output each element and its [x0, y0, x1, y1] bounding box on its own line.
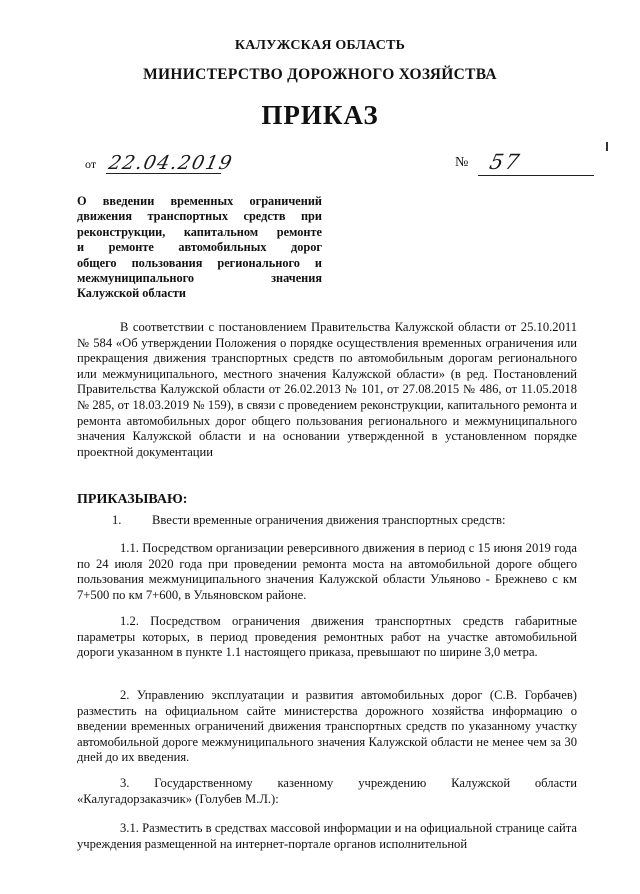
order-subject	[77, 194, 322, 302]
subject-line: движения транспортных средств при	[77, 209, 322, 224]
item-1-1-paragraph: 1.1. Посредством организации реверсивного движения в период с 15 июня 2019 года по 24 июля 2020 года при проведении ремонта моста на автомобильной дороге общего пользования межмуниципального значения Калужской области Ульяново - Брежнево с км 7+500 по км 7+600, в Ульяновском районе.	[77, 541, 577, 602]
date-label: от	[85, 157, 97, 171]
item-2-paragraph: 2. Управлению эксплуатации и развития автомобильных дорог (С.В. Горбачев) разместить на официальном сайте министерства дорожного хозяйства информацию о введении временных ограничений движения транспортных средств по указанному участку автомобильной дороге межмуниципального значения Калужской области не менее чем за 30 дней до их введения.	[77, 688, 577, 765]
subject-line: реконструкции, капитальном ремонте	[77, 224, 322, 239]
region-title: КАЛУЖСКАЯ ОБЛАСТЬ	[234, 38, 406, 53]
item-3-1-paragraph: 3.1. Разместить в средствах массовой информации и на официальной странице сайта учреждения размещенной на интернет-портале органов исполнительной	[77, 821, 577, 851]
ministry-title: МИНИСТЕРСТВО ДОРОЖНОГО ХОЗЯЙСТВА	[143, 66, 497, 83]
margin-mark	[606, 142, 608, 151]
number-underline	[478, 175, 594, 176]
item-1-text: Ввести временные ограничения движения транспортных средств:	[152, 513, 506, 527]
subject-line: О введении временных ограничений	[77, 194, 322, 208]
preamble-paragraph: В соответствии с постановлением Правительства Калужской области от 25.10.2011 № 584 «Об утверждении Положения о порядке осуществления временных ограничения или прекращения движения транспортных средств по автомобильным дорогам регионального или межмуниципального, местного значения Калужской области» (в ред. Постановлений Правительства Калужской области от 26.02.2013 № 101, от 27.08.2015 № 486, от 11.05.2018 № 285, от 18.03.2019 № 159), в связи с проведением реконструкции, капитального ремонта и ремонта автомобильных дорог общего пользования регионального и межмуниципального значения Калужской области и на основании утвержденной в установленном порядке проектной документации	[77, 320, 577, 459]
item-1	[112, 513, 506, 529]
order-heading: ПРИКАЗЫВАЮ:	[77, 492, 188, 507]
item-1-2-paragraph: 1.2. Посредством ограничения движения транспортных средств габаритные параметры которых, в период проведения ремонтных работ на участке автомобильной дороги указанном в пункте 1.1 настоящего приказа, превышают по ширине 3,0 метра.	[77, 614, 577, 660]
document-type-title: ПРИКАЗ	[261, 100, 379, 130]
subject-line: Калужской области	[77, 286, 186, 301]
date-underline	[106, 173, 221, 174]
subject-line: и ремонте автомобильных дорог	[77, 240, 322, 255]
subject-line: общего пользования регионального и	[77, 255, 322, 270]
subject-line: межмуниципального значения	[77, 271, 322, 286]
item-1-number: 1.	[112, 513, 122, 527]
handwritten-date: 22.04.2019	[106, 152, 236, 174]
number-label: №	[455, 155, 469, 170]
item-3-paragraph: 3. Государственному казенному учреждению Калужской области «Калугадорзаказчик» (Голубев М.Л.):	[77, 776, 577, 806]
handwritten-number: 57	[487, 150, 524, 174]
